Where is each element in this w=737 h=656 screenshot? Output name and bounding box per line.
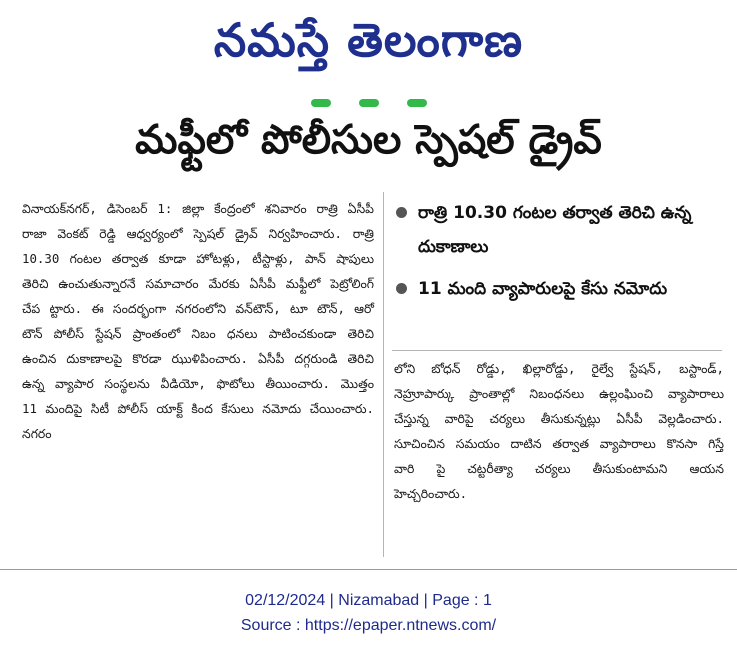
bullet-icon xyxy=(396,283,407,294)
masthead-logo: నమస్తే తెలంగాణ xyxy=(213,13,524,67)
article-right-column xyxy=(394,356,724,506)
article-headline: మఫ్టీలో పోలీసుల స్పెషల్ డ్రైవ్ xyxy=(135,117,602,163)
source-link[interactable]: Source : https://epaper.ntnews.com/ xyxy=(240,617,497,634)
green-dot xyxy=(311,99,331,107)
bullet-text: రాత్రి 10.30 గంటల తర్వాత తెరిచి ఉన్న దుకాణాలు xyxy=(418,203,692,257)
decorative-dots xyxy=(0,92,737,102)
column-divider xyxy=(383,192,384,557)
bullet-item xyxy=(392,272,722,306)
article-body-right: లోని బోధన్ రోడ్డు, ఖిల్లారోడ్డు, రైల్వే స్టేషన్, బస్టాండ్, నెహ్రూపార్కు ప్రాంతాల్లో నిబంధనలు ఉల్లంఘించి వ్యాపారాలు చేస్తున్న వారిపై చర్యలు తీసుకున్నట్లు ఏసీపీ వెల్లడించారు. సూచించిన సమయం దాటిన తర్వాత వ్యాపారాలు కొనసా గిస్తే వారి పై చట్టరీత్యా చర్యలు తీసుకుంటామని ఆయన హెచ్చరించారు. xyxy=(394,361,724,501)
bullet-item xyxy=(392,196,722,264)
bullets-divider xyxy=(392,350,722,351)
source-footer xyxy=(0,588,737,638)
edition-info: 02/12/2024 | Nizamabad | Page : 1 xyxy=(245,592,492,609)
green-dot xyxy=(407,99,427,107)
article-body-left: వినాయక్‌నగర్, డిసెంబర్ 1: జిల్లా కేంద్రంలో శనివారం రాత్రి ఏసీపీ రాజా వెంకట్ రెడ్డి ఆధ్వర్యంలో స్పెషల్ డ్రైవ్ నిర్వహించారు. రాత్రి 10.30 గంటల తర్వాత కూడా హోటళ్లు, టీస్టాళ్లు, పాన్ షాపులు తెరిచి ఉంచుతున్నారనే సమాచారం మేరకు ఏసీపీ మఫ్టీలో పెట్రోలింగ్ చేప ట్టారు. ఈ సందర్భంగా నగరంలోని వన్‌టౌన్, టూ టౌన్, ఆరో టౌన్ పోలీస్ స్టేషన్ ప్రాంతంలో నిబం ధనలు పాటించకుండా తెరిచి ఉంచిన దుకాణాలపై కొరడా ఝుళిపించారు. ఏసీపీ దగ్గరుండి తెరిచి ఉన్న వ్యాపార సంస్థలను వీడియో, ఫొటోలు తీయించారు. మొత్తం 11 మందిపై సిటీ పోలీస్ యాక్ట్ కింద కేసులు నమోదు చేయించారు. నగరం xyxy=(22,201,374,441)
bullet-text: 11 మంది వ్యాపారులపై కేసు నమోదు xyxy=(418,279,668,299)
bullet-icon xyxy=(396,207,407,218)
article-left-column xyxy=(22,196,374,446)
highlight-bullets xyxy=(392,196,722,314)
green-dot xyxy=(359,99,379,107)
